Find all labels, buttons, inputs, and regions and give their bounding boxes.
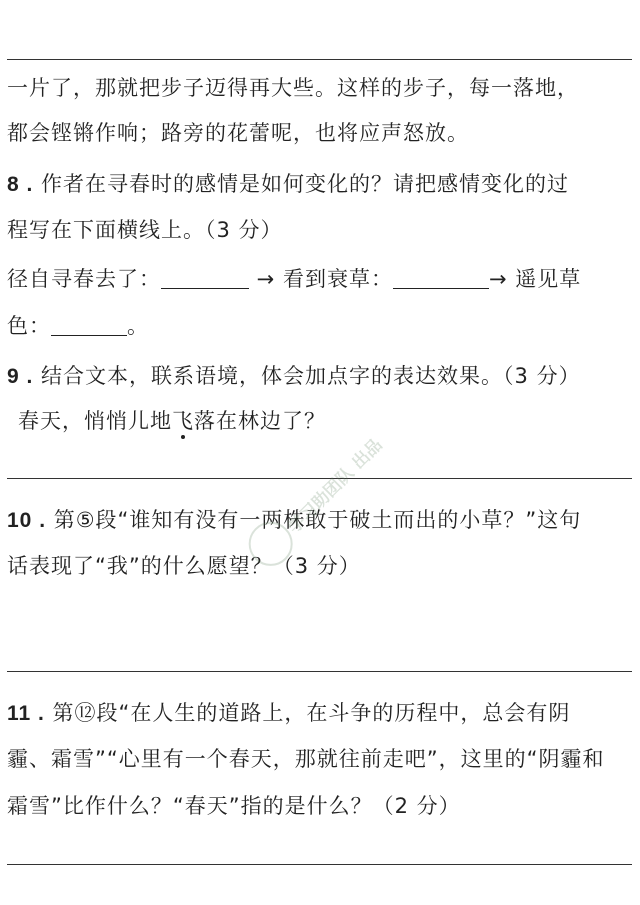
- question-10-line-1: 10 . 第⑤段“谁知有没有一两株敢于破土而出的小草？”这句: [7, 508, 582, 532]
- question-10-number: 10 .: [7, 509, 47, 532]
- question-9-number: 9 .: [7, 365, 34, 388]
- question-10-line-2: 话表现了“我”的什么愿望？（3 分）: [7, 554, 361, 578]
- dotted-character: 飞: [172, 409, 194, 433]
- question-9-line-1: 9 . 结合文本，联系语境，体会加点字的表达效果。（3 分）: [7, 364, 581, 388]
- watermark: [189, 359, 458, 628]
- question-11-number: 11 .: [7, 702, 45, 725]
- watermark-text: 学习助团队 出品: [284, 435, 387, 538]
- passage-line-2: 都会铿锵作响；路旁的花蕾呢，也将应声怒放。: [7, 121, 469, 145]
- answer-blank-3[interactable]: [51, 315, 127, 336]
- answer-line-q9: [7, 478, 632, 479]
- passage-line-1: 一片了，那就把步子迈得再大些。这样的步子，每一落地，: [7, 76, 579, 100]
- question-9-sentence: 春天，悄悄儿地飞落在林边了？: [18, 409, 326, 433]
- question-11-line-2: 霾、霜雪”“心里有一个春天，那就往前走吧”，这里的“阴霾和: [7, 747, 605, 771]
- answer-blank-1[interactable]: [161, 268, 249, 289]
- question-8-fill-line-2: 色： 。: [7, 314, 149, 338]
- answer-line-top: [7, 59, 632, 60]
- question-8-line-1: 8 . 作者在寻春时的感情是如何变化的？请把感情变化的过: [7, 172, 570, 196]
- answer-line-q11: [7, 864, 632, 865]
- question-8-fill-line-1: 径自寻春去了： → 看到衰草： → 遥见草: [7, 267, 582, 291]
- question-8-line-2: 程写在下面横线上。（3 分）: [7, 218, 283, 242]
- answer-line-q10: [7, 671, 632, 672]
- question-8-number: 8 .: [7, 173, 34, 196]
- question-11-line-3: 霜雪”比作什么？“春天”指的是什么？（2 分）: [7, 794, 461, 818]
- question-11-line-1: 11 . 第⑫段“在人生的道路上，在斗争的历程中，总会有阴: [7, 701, 571, 725]
- answer-blank-2[interactable]: [393, 268, 489, 289]
